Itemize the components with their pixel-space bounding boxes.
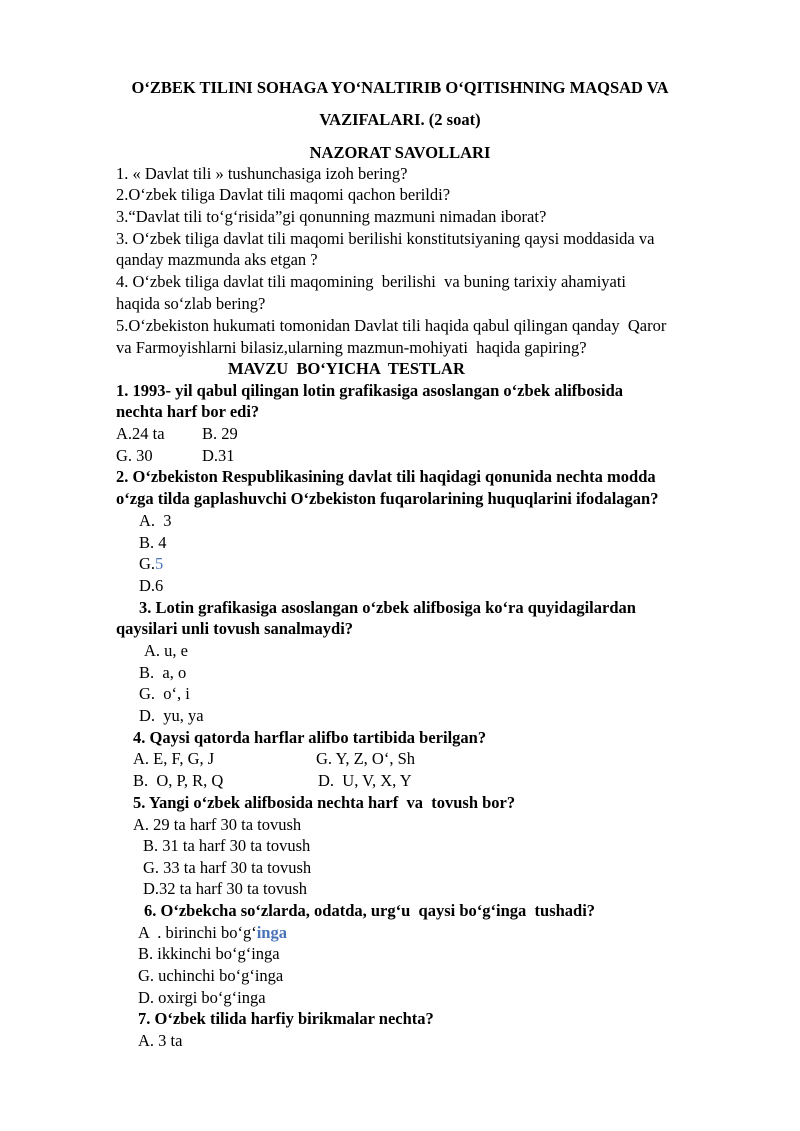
question-line: qanday mazmunda aks etgan ? [116, 250, 318, 269]
option-prefix: A . birinchi bo‘g‘ [138, 923, 257, 942]
test-4-option-a: A. E, F, G, J [133, 749, 215, 768]
test-6-option-d: D. oxirgi bo‘g‘inga [138, 988, 266, 1007]
test-6-option-g: G. uchinchi bo‘g‘inga [138, 966, 284, 985]
test-1-option-b: B. 29 [202, 424, 238, 443]
question-line: 1. « Davlat tili » tushunchasiga izoh bering? [116, 164, 408, 183]
test-5-option-d: D.32 ta harf 30 ta tovush [143, 879, 308, 898]
tests-heading: MAVZU BO‘YICHA TESTLAR [228, 359, 465, 378]
question-line: haqida so‘zlab bering? [116, 294, 266, 313]
test-2-option-b: B. 4 [139, 533, 167, 552]
highlighted-answer: inga [256, 923, 287, 942]
test-7-question: 7. O‘zbek tilida harfiy birikmalar nechta? [138, 1009, 434, 1028]
test-2-option-a: A. 3 [139, 511, 172, 530]
test-4-option-b: B. O, P, R, Q [133, 771, 224, 790]
test-1-question-cont: nechta harf bor edi? [116, 402, 260, 421]
question-line: 5.O‘zbekiston hukumati tomonidan Davlat tili haqida qabul qilingan qanday Qaror [116, 316, 667, 335]
test-1-option-g: G. 30 [116, 446, 153, 465]
test-4-question: 4. Qaysi qatorda harflar alifbo tartibida berilgan? [133, 728, 487, 747]
test-3-option-g: G. o‘, i [139, 684, 190, 703]
question-line: 4. O‘zbek tiliga davlat tili maqomining berilishi va buning tarixiy ahamiyati [116, 272, 627, 291]
test-6-question: 6. O‘zbekcha so‘zlarda, odatda, urg‘u qaysi bo‘g‘inga tushadi? [144, 901, 596, 920]
test-1-question: 1. 1993- yil qabul qilingan lotin grafikasiga asoslangan o‘zbek alifbosida [116, 381, 624, 400]
question-line: 3.“Davlat tili to‘g‘risida”gi qonunning mazmuni nimadan iborat? [116, 207, 547, 226]
question-line: 2.O‘zbek tiliga Davlat tili maqomi qachon berildi? [116, 185, 451, 204]
test-2-question-cont: o‘zga tilda gaplashuvchi O‘zbekiston fuqarolarining huquqlarini ifodalagan? [116, 489, 659, 508]
nazorat-heading: NAZORAT SAVOLLARI [309, 143, 491, 162]
test-3-option-b: B. a, o [139, 663, 187, 682]
test-3-question-cont: qaysilari unli tovush sanalmaydi? [116, 619, 354, 638]
test-5-option-g: G. 33 ta harf 30 ta tovush [143, 858, 312, 877]
test-7-option-a: A. 3 ta [138, 1031, 183, 1050]
test-3-option-d: D. yu, ya [139, 706, 204, 725]
test-2-question: 2. O‘zbekiston Respublikasining davlat tili haqidagi qonunida nechta modda [116, 467, 656, 486]
test-6-option-b: B. ikkinchi bo‘g‘inga [138, 944, 280, 963]
test-3-option-a: A. u, e [144, 641, 188, 660]
test-1-option-d: D.31 [202, 446, 235, 465]
test-5-option-a: A. 29 ta harf 30 ta tovush [133, 815, 302, 834]
title-line-1: O‘ZBEK TILINI SOHAGA YO‘NALTIRIB O‘QITISHNING MAQSAD VA [131, 78, 669, 97]
test-2-option-g [139, 554, 163, 574]
test-2-option-d: D.6 [139, 576, 164, 595]
test-4-option-g: G. Y, Z, O‘, Sh [316, 749, 416, 768]
title-line-2: VAZIFALARI. (2 soat) [319, 110, 481, 129]
test-5-option-b: B. 31 ta harf 30 ta tovush [143, 836, 311, 855]
test-3-question: 3. Lotin grafikasiga asoslangan o‘zbek alifbosiga ko‘ra quyidagilardan [139, 598, 636, 617]
test-1-option-a: A.24 ta [116, 424, 165, 443]
question-line: 3. O‘zbek tiliga davlat tili maqomi berilishi konstitutsiyaning qaysi moddasida va [116, 229, 655, 248]
test-5-question: 5. Yangi o‘zbek alifbosida nechta harf va tovush bor? [133, 793, 516, 812]
test-4-option-d: D. U, V, X, Y [318, 771, 412, 790]
highlighted-answer: 5 [155, 554, 164, 573]
question-line: va Farmoyishlarni bilasiz,ularning mazmun-mohiyati haqida gapiring? [116, 338, 587, 357]
test-6-option-a [138, 923, 287, 943]
option-prefix: G. [139, 554, 156, 573]
